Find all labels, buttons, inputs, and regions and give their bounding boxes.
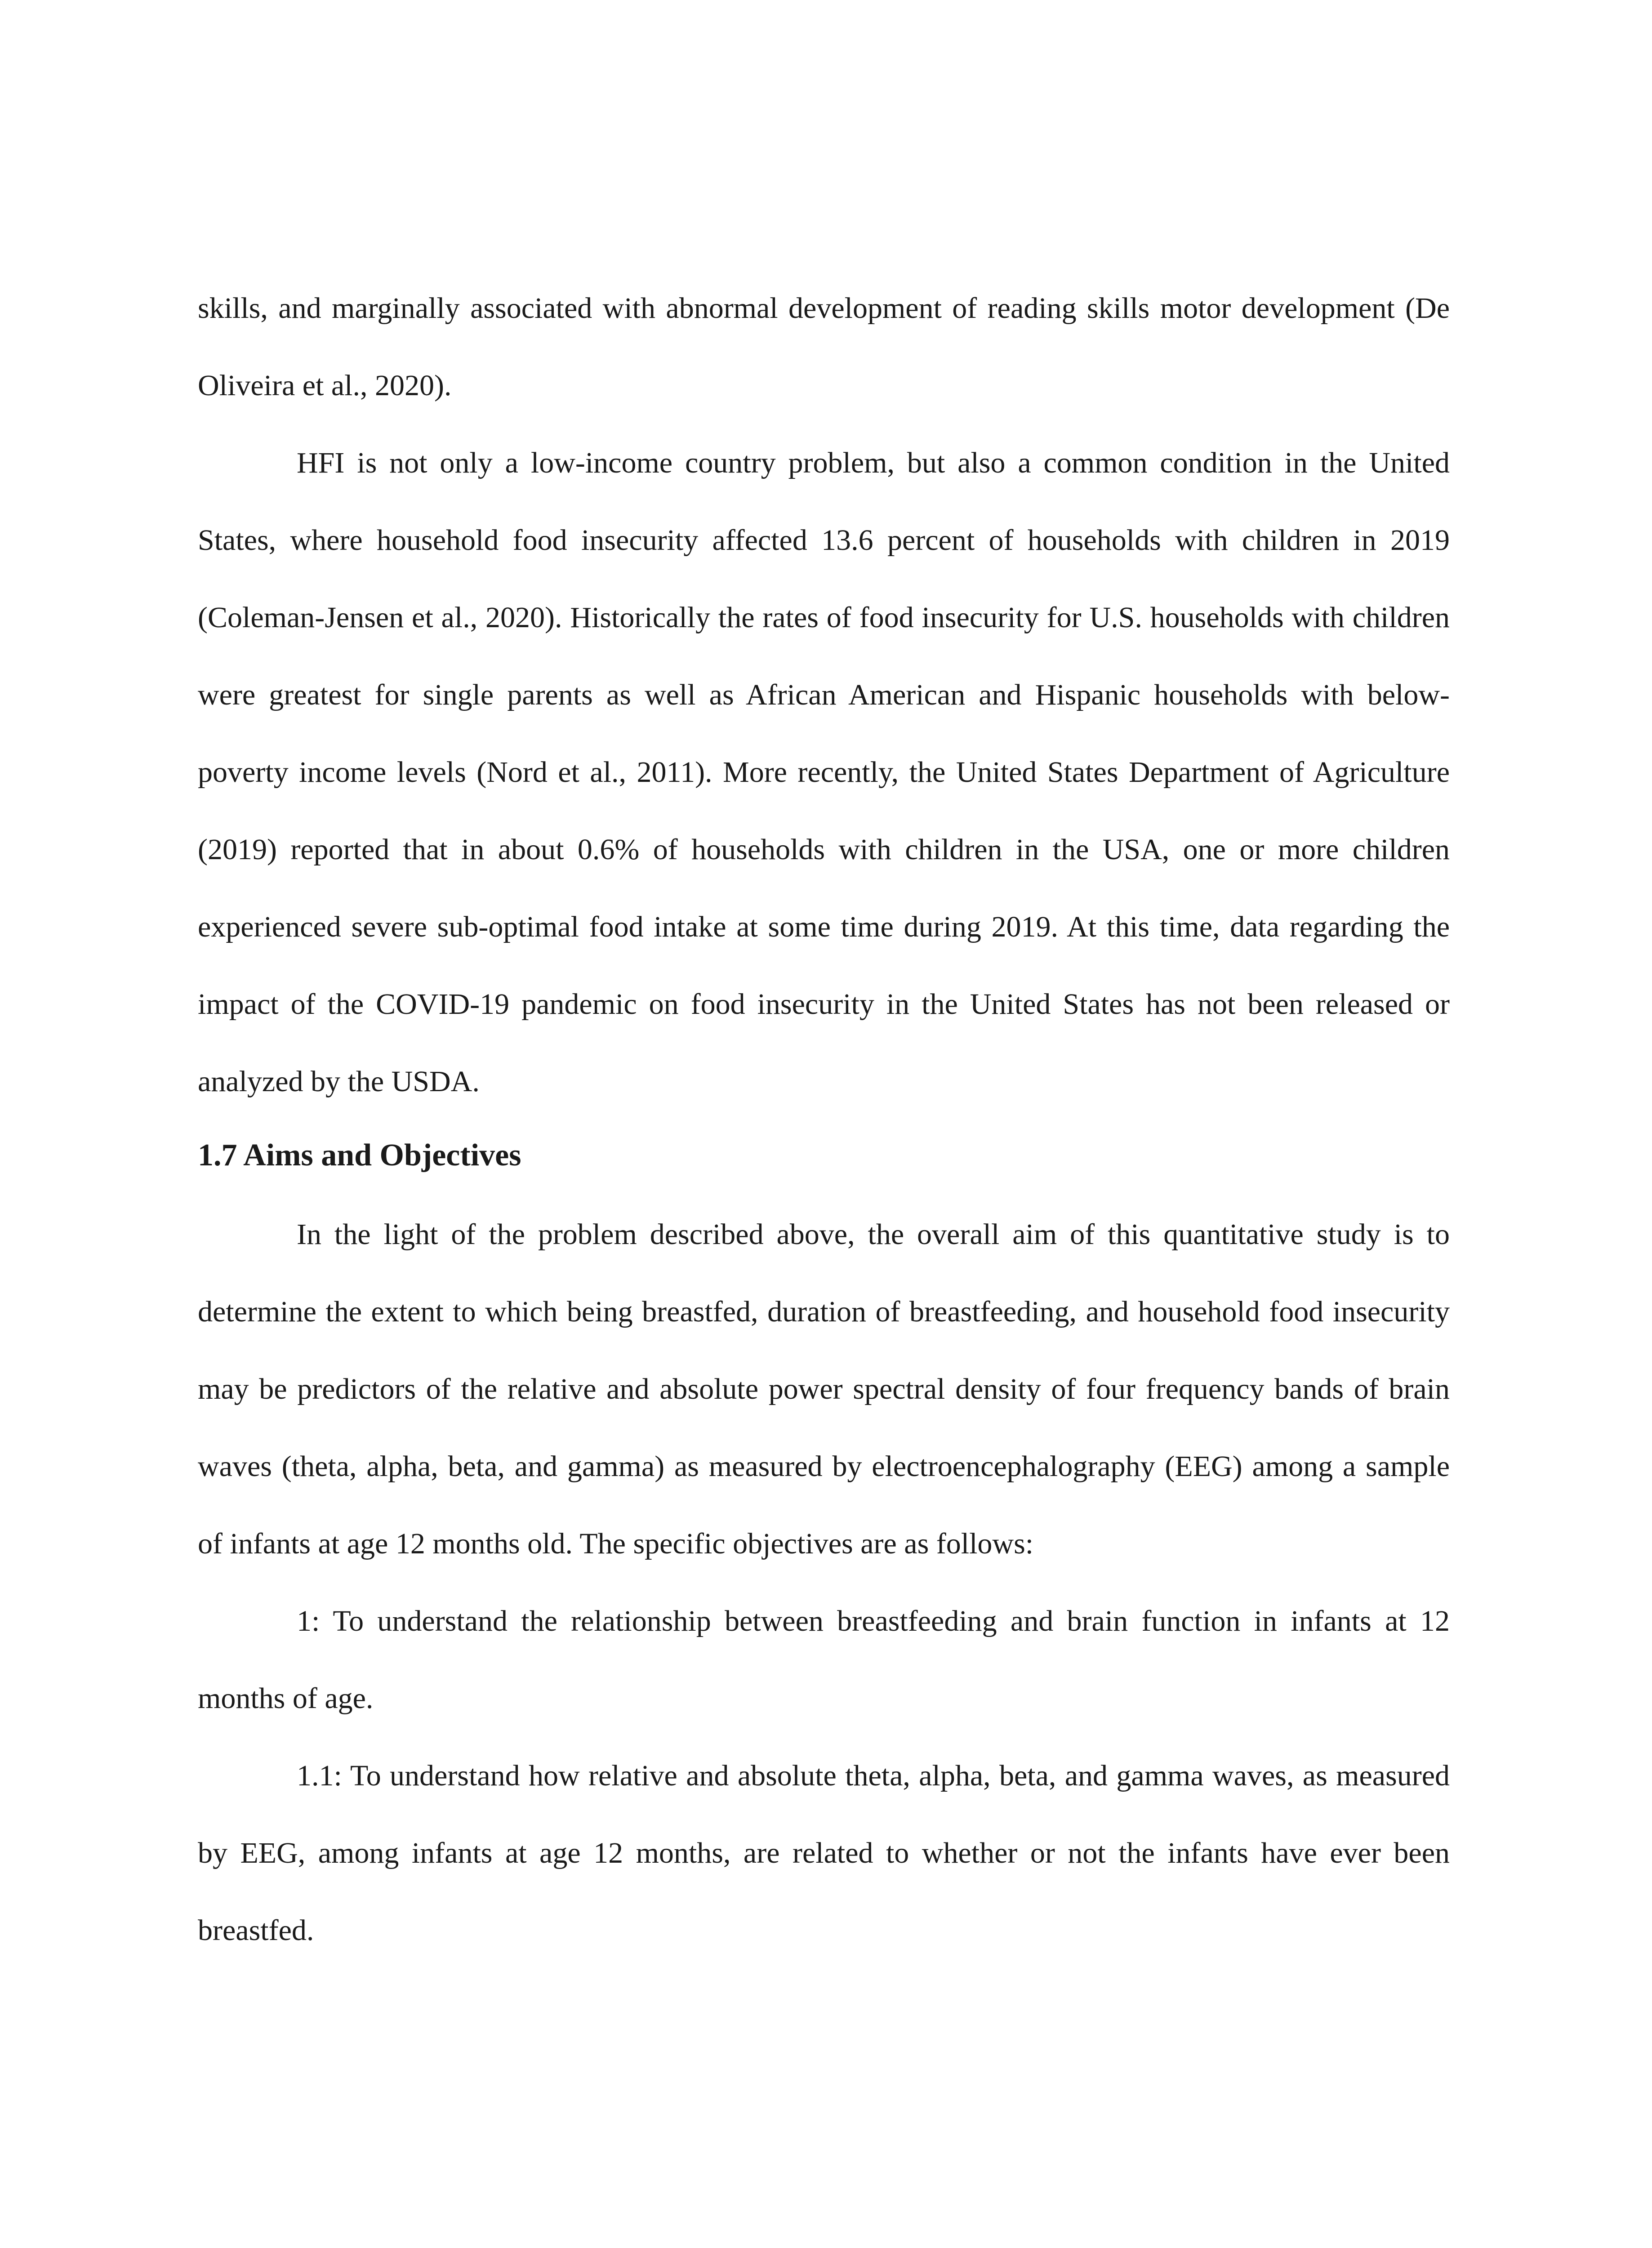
body-text bbox=[198, 270, 1450, 1969]
paragraph-overall-aim: In the light of the problem described above, the overall aim of this quantitative study is to determine the extent to which being breastfed, duration of breastfeeding, and household food insecurity may be predictors of the relative and absolute power spectral density of four frequency bands of brain waves (theta, alpha, beta, and gamma) as measured by electroencephalography (EEG) among a sample of infants at age 12 months old. The specific objectives are as follows: bbox=[198, 1218, 1450, 1560]
paragraph-objective-1-1: 1.1: To understand how relative and absolute theta, alpha, beta, and gamma waves, as measured by EEG, among infants at age 12 months, are related to whether or not the infants have ever been breastfed. bbox=[198, 1759, 1450, 1947]
paragraph-food-insecurity-us: HFI is not only a low-income country problem, but also a common condition in the United States, where household food insecurity affected 13.6 percent of households with children in 2019 (Coleman-Jensen et al., 2020). Historically the rates of food insecurity for U.S. households with children were greatest for single parents as well as African American and Hispanic households with below-poverty income levels (Nord et al., 2011). More recently, the United States Department of Agriculture (2019) reported that in about 0.6% of households with children in the USA, one or more children experienced severe sub-optimal food intake at some time during 2019. At this time, data regarding the impact of the COVID-19 pandemic on food insecurity in the United States has not been released or analyzed by the USDA. bbox=[198, 446, 1450, 1098]
section-heading: 1.7 Aims and Objectives bbox=[198, 1138, 521, 1173]
paragraph-continuation: skills, and marginally associated with abnormal development of reading skills motor development (De Oliveira et al., 2020). bbox=[198, 292, 1450, 402]
paragraph-objective-1: 1: To understand the relationship between breastfeeding and brain function in infants at 12 months of age. bbox=[198, 1605, 1450, 1715]
